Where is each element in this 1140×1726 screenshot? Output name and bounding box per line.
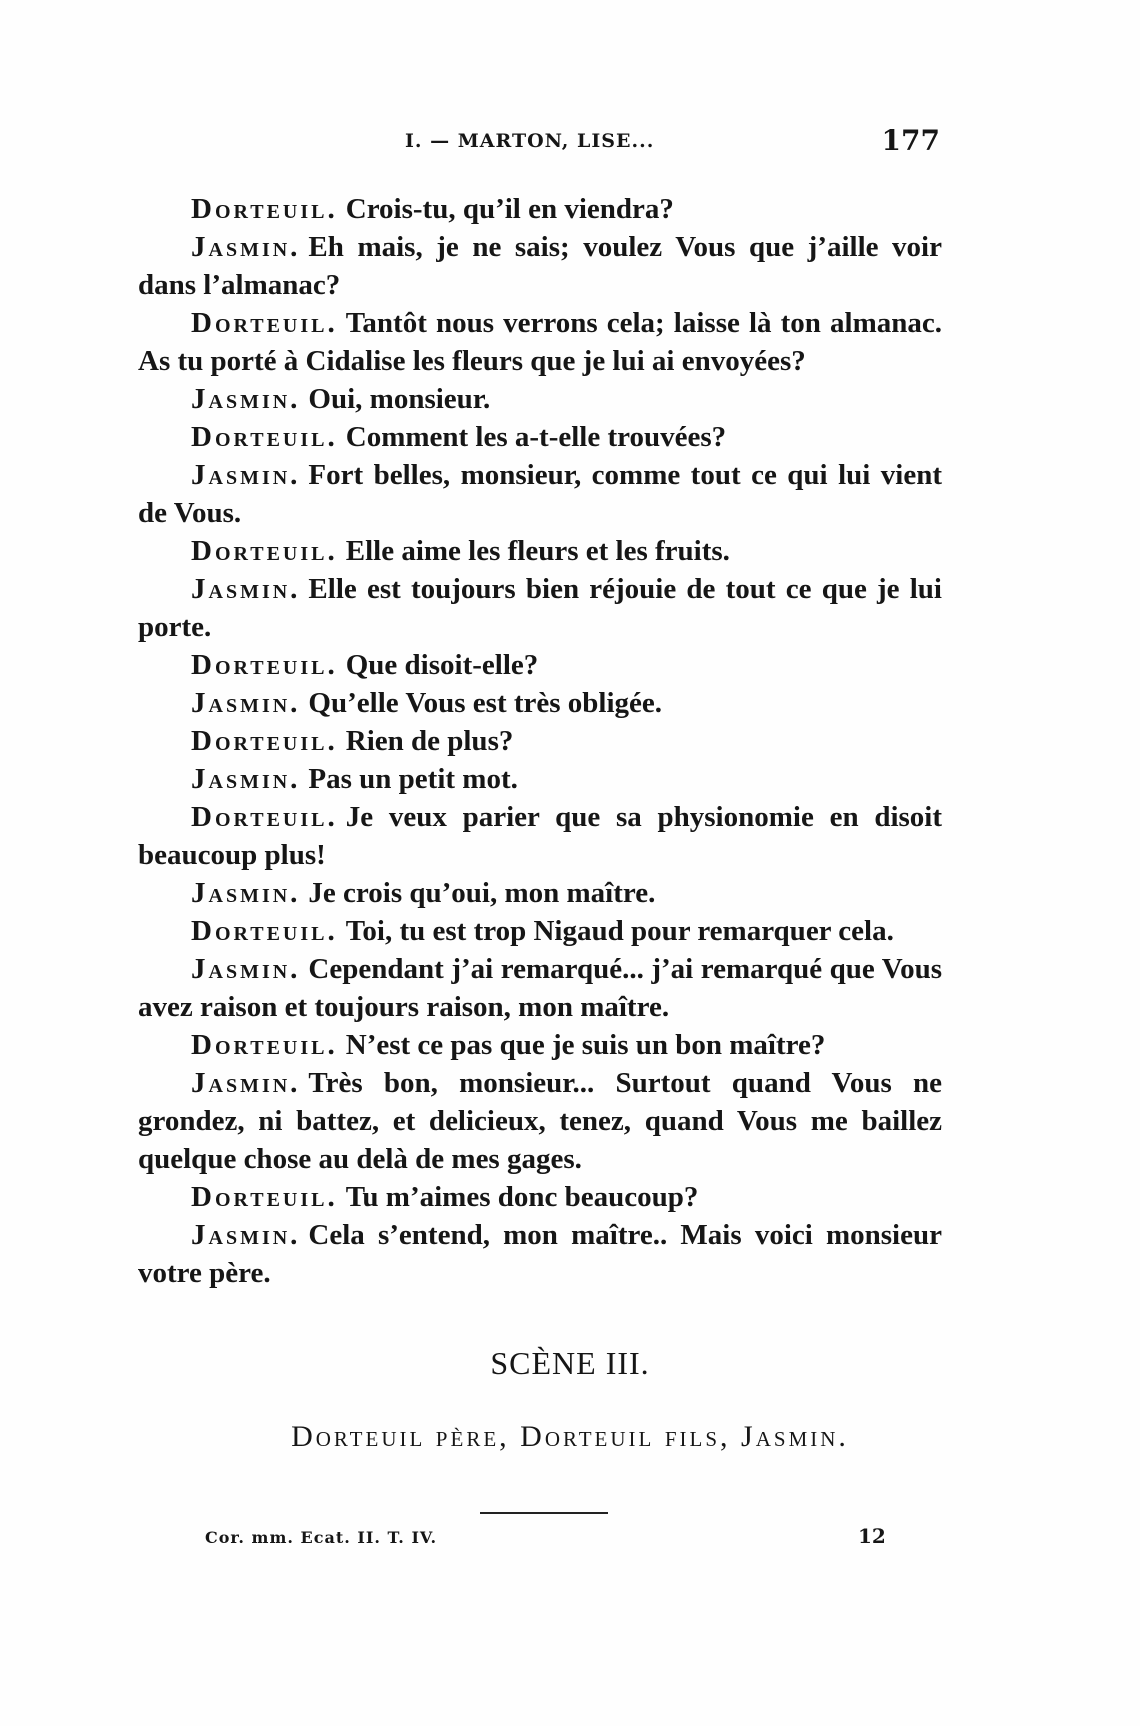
speech-text: Pas un petit mot. bbox=[308, 763, 518, 795]
speaker-name: Jasmin. bbox=[191, 687, 301, 719]
speaker-name: Dorteuil. bbox=[191, 801, 338, 833]
dialogue-body bbox=[138, 190, 942, 1292]
speech-text: Rien de plus? bbox=[345, 725, 514, 757]
speaker-name: Dorteuil. bbox=[191, 725, 338, 757]
speech bbox=[138, 532, 942, 570]
speech bbox=[138, 1216, 942, 1292]
speaker-name: Dorteuil. bbox=[191, 421, 338, 453]
speech-text: Comment les a-t-elle trouvées? bbox=[345, 421, 727, 453]
scene-heading: SCÈNE III. bbox=[490, 1345, 650, 1381]
speech-text: Elle aime les fleurs et les fruits. bbox=[345, 535, 730, 567]
speaker-name: Jasmin. bbox=[191, 383, 301, 415]
printer-signature: Cor. mm. Ecat. II. T. IV. bbox=[205, 1528, 438, 1547]
speech bbox=[138, 912, 942, 950]
speaker-name: Jasmin. bbox=[191, 953, 301, 985]
speech bbox=[138, 684, 942, 722]
speaker-name: Dorteuil. bbox=[191, 193, 338, 225]
speech-text: Cependant j’ai remarqué... j’ai remarqué que Vous avez raison et toujours raison, mon maître. bbox=[138, 953, 942, 1023]
speaker-name: Jasmin. bbox=[191, 877, 301, 909]
page-number: 177 bbox=[881, 124, 940, 157]
speaker-name: Jasmin. bbox=[191, 573, 301, 605]
speech-text: Je veux parier que sa physionomie en disoit beaucoup plus! bbox=[138, 801, 942, 871]
speech-text: Tantôt nous verrons cela; laisse là ton almanac. As tu porté à Cidalise les fleurs que je lui ai envoyées? bbox=[138, 307, 942, 377]
speech-text: Très bon, monsieur... Surtout quand Vous ne grondez, ni battez, et delicieux, tenez, quand Vous me baillez quelque chose au delà de mes gages. bbox=[138, 1067, 942, 1175]
speech bbox=[138, 190, 942, 228]
speech-text: Oui, monsieur. bbox=[308, 383, 491, 415]
speaker-name: Jasmin. bbox=[191, 231, 301, 263]
speaker-name: Dorteuil. bbox=[191, 1181, 338, 1213]
speech-text: Eh mais, je ne sais; voulez Vous que j’aille voir dans l’almanac? bbox=[138, 231, 942, 301]
speech-text: Elle est toujours bien réjouie de tout ce que je lui porte. bbox=[138, 573, 942, 643]
scene-cast-list: Dorteuil père, Dorteuil fils, Jasmin. bbox=[291, 1420, 849, 1453]
speech bbox=[138, 1026, 942, 1064]
speech bbox=[138, 874, 942, 912]
footer-rule bbox=[480, 1512, 608, 1514]
page-header bbox=[140, 124, 940, 170]
speech-text: N’est ce pas que je suis un bon maître? bbox=[345, 1029, 826, 1061]
speech bbox=[138, 1178, 942, 1216]
speech-text: Crois-tu, qu’il en viendra? bbox=[345, 193, 674, 225]
speech bbox=[138, 798, 942, 874]
running-title: I. — MARTON, LISE... bbox=[405, 130, 655, 152]
speech bbox=[138, 950, 942, 1026]
speech bbox=[138, 646, 942, 684]
speaker-name: Dorteuil. bbox=[191, 915, 338, 947]
speaker-name: Jasmin. bbox=[191, 763, 301, 795]
speech-text: Que disoit-elle? bbox=[345, 649, 539, 681]
speaker-name: Jasmin. bbox=[191, 1067, 301, 1099]
speech bbox=[138, 418, 942, 456]
speech-text: Toi, tu est trop Nigaud pour remarquer cela. bbox=[345, 915, 894, 947]
speech bbox=[138, 228, 942, 304]
speaker-name: Dorteuil. bbox=[191, 307, 338, 339]
speech-text: Tu m’aimes donc beaucoup? bbox=[345, 1181, 699, 1213]
speech bbox=[138, 304, 942, 380]
speech bbox=[138, 570, 942, 646]
speaker-name: Dorteuil. bbox=[191, 535, 338, 567]
speech bbox=[138, 722, 942, 760]
speaker-name: Dorteuil. bbox=[191, 649, 338, 681]
sheet-number: 12 bbox=[858, 1524, 886, 1548]
speech bbox=[138, 760, 942, 798]
speech bbox=[138, 380, 942, 418]
speech bbox=[138, 456, 942, 532]
speech-text: Je crois qu’oui, mon maître. bbox=[308, 877, 656, 909]
speech-text: Fort belles, monsieur, comme tout ce qui lui vient de Vous. bbox=[138, 459, 942, 529]
speaker-name: Jasmin. bbox=[191, 1219, 301, 1251]
speaker-name: Jasmin. bbox=[191, 459, 301, 491]
speech bbox=[138, 1064, 942, 1178]
speaker-name: Dorteuil. bbox=[191, 1029, 338, 1061]
speech-text: Qu’elle Vous est très obligée. bbox=[308, 687, 663, 719]
speech-text: Cela s’entend, mon maître.. Mais voici monsieur votre père. bbox=[138, 1219, 942, 1289]
